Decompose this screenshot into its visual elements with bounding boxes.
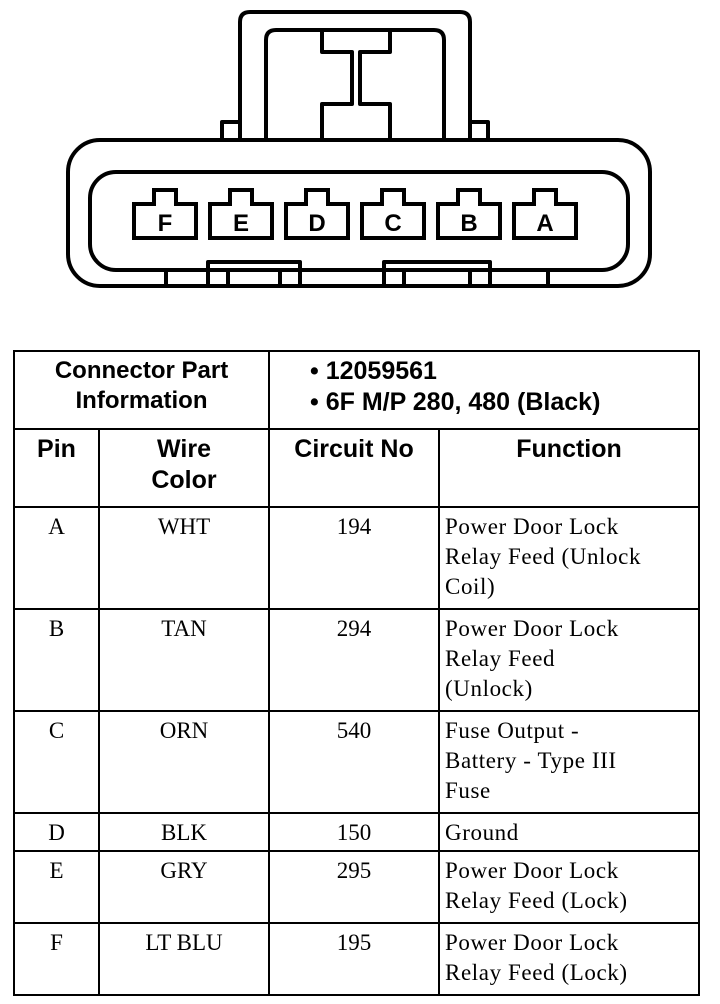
wire-color-cell: BLK: [99, 813, 269, 851]
pin-cell: B: [14, 609, 99, 711]
part-info-row: [14, 351, 699, 429]
table-row: [14, 609, 699, 711]
circuit-cell: 150: [269, 813, 439, 851]
circuit-cell: 294: [269, 609, 439, 711]
table-row: [14, 711, 699, 813]
connector-pin-table: [13, 350, 700, 996]
function-cell: [439, 851, 699, 923]
table-row: [14, 923, 699, 995]
pin-slot-b: [438, 190, 500, 238]
function-line: Fuse Output -: [445, 718, 580, 743]
part-number: • 12059561: [310, 357, 437, 385]
circuit-cell: 295: [269, 851, 439, 923]
function-line: Power Door Lock: [445, 514, 619, 539]
wire-color-cell: LT BLU: [99, 923, 269, 995]
pin-slot-label: F: [157, 210, 173, 237]
connector-body-outer: [68, 140, 650, 286]
pin-slot-f: [134, 190, 196, 238]
function-line: Power Door Lock: [445, 616, 619, 641]
wire-color-cell: GRY: [99, 851, 269, 923]
pin-slot-label: C: [384, 210, 402, 237]
wire-color-cell: TAN: [99, 609, 269, 711]
pin-cell: C: [14, 711, 99, 813]
pin-slot-d: [286, 190, 348, 238]
pin-cell: D: [14, 813, 99, 851]
function-line: Power Door Lock: [445, 930, 619, 955]
pin-slot-label: D: [308, 210, 326, 237]
table-row: [14, 507, 699, 609]
wire-color-cell: ORN: [99, 711, 269, 813]
function-cell: [439, 923, 699, 995]
latch-inner: [266, 30, 444, 140]
function-line: (Unlock): [445, 676, 533, 701]
pin-cell: F: [14, 923, 99, 995]
col-header-function: Function: [439, 429, 699, 507]
function-cell: [439, 711, 699, 813]
pin-cell: A: [14, 507, 99, 609]
part-info-label-line1: Connector Part: [54, 357, 229, 384]
pin-cell: E: [14, 851, 99, 923]
pin-slot-label: B: [460, 210, 478, 237]
bottom-key-left: [208, 262, 300, 286]
table-row: [14, 851, 699, 923]
wire-color-cell: WHT: [99, 507, 269, 609]
function-line: Battery - Type III: [445, 748, 617, 773]
part-description: • 6F M/P 280, 480 (Black): [310, 388, 601, 416]
pin-slot-a: [514, 190, 576, 238]
latch-i-beam: [322, 30, 390, 138]
function-line: Relay Feed (Unlock: [445, 544, 642, 569]
function-cell: [439, 813, 699, 851]
pin-slot-label: E: [232, 210, 250, 237]
col-header-pin: Pin: [14, 429, 99, 507]
function-line: Fuse: [445, 778, 491, 803]
circuit-cell: 195: [269, 923, 439, 995]
pin-slot-e: [210, 190, 272, 238]
function-line: Power Door Lock: [445, 858, 619, 883]
function-line: Ground: [445, 820, 519, 845]
function-line: Relay Feed (Lock): [445, 888, 628, 913]
circuit-cell: 540: [269, 711, 439, 813]
column-header-row: [14, 429, 699, 507]
part-info-label-line2: Information: [75, 387, 208, 414]
col-header-wire-color: Wire Color: [99, 429, 269, 507]
part-info-label: [14, 351, 269, 429]
circuit-cell: 194: [269, 507, 439, 609]
table-row: [14, 813, 699, 851]
bottom-key-right: [384, 262, 490, 286]
col-header-circuit: Circuit No: [269, 429, 439, 507]
function-cell: [439, 507, 699, 609]
function-cell: [439, 609, 699, 711]
function-line: Relay Feed (Lock): [445, 960, 628, 985]
part-info-values: [269, 351, 699, 429]
function-line: Coil): [445, 574, 496, 599]
pin-slot-label: A: [536, 210, 554, 237]
pin-slot-c: [362, 190, 424, 238]
connector-face-diagram: [0, 0, 720, 320]
function-line: Relay Feed: [445, 646, 556, 671]
